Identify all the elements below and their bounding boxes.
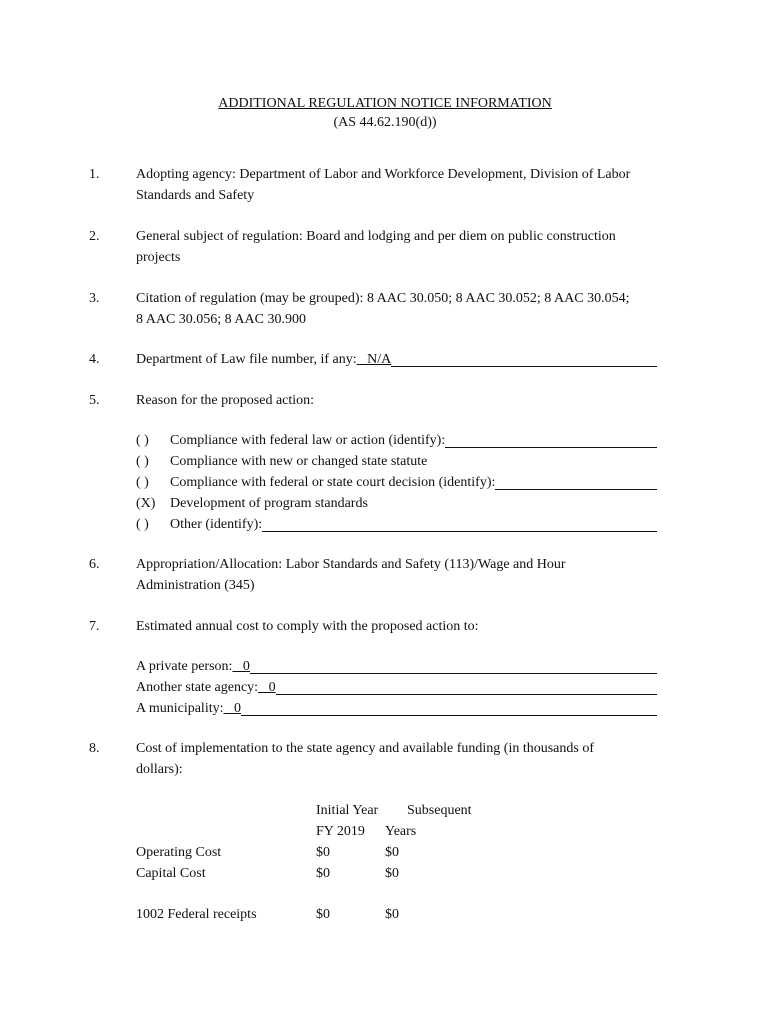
reason-blank-line bbox=[262, 516, 657, 532]
item-text bbox=[136, 738, 676, 780]
cost-label: A private person: bbox=[136, 659, 233, 674]
cost-municipality bbox=[136, 698, 657, 719]
cost-underline bbox=[276, 679, 657, 695]
reason-label: Development of program standards bbox=[170, 496, 368, 511]
item-number: 1. bbox=[89, 167, 100, 182]
reason-label: Other (identify): bbox=[170, 517, 263, 532]
cost-value: 0 bbox=[223, 701, 241, 716]
cost-underline bbox=[241, 700, 657, 716]
col-header-initial: Initial Year bbox=[316, 803, 379, 818]
item-line: Adopting agency: Department of Labor and Workforce Development, Division of Labor bbox=[136, 167, 631, 182]
cost-label: Another state agency: bbox=[136, 680, 259, 695]
item-number: 2. bbox=[89, 229, 100, 244]
reason-label: Compliance with federal law or action (identify): bbox=[170, 433, 446, 448]
reason-option bbox=[136, 514, 657, 535]
reason-option bbox=[136, 451, 657, 472]
field-value: N/A bbox=[356, 352, 392, 367]
item-number: 7. bbox=[89, 619, 100, 634]
item-line: Reason for the proposed action: bbox=[136, 393, 315, 408]
reason-blank-line bbox=[495, 474, 657, 490]
row-label: 1002 Federal receipts bbox=[136, 907, 257, 922]
row-label: Operating Cost bbox=[136, 845, 222, 860]
cost-value: 0 bbox=[258, 680, 276, 695]
item-number: 4. bbox=[89, 352, 100, 367]
row-initial: $0 bbox=[316, 907, 330, 922]
checkbox-marker: ( ) bbox=[136, 433, 149, 448]
annual-costs bbox=[136, 656, 676, 719]
item-number: 5. bbox=[89, 393, 100, 408]
item-text bbox=[136, 390, 676, 411]
document-header bbox=[0, 94, 770, 132]
reason-label: Compliance with federal or state court decision (identify): bbox=[170, 475, 496, 490]
item-text bbox=[136, 226, 676, 268]
item-text bbox=[136, 554, 676, 596]
col-header-initial-year: FY 2019 bbox=[316, 824, 365, 839]
col-header-subsequent: Subsequent bbox=[407, 803, 472, 818]
row-initial: $0 bbox=[316, 845, 330, 860]
item-line: Standards and Safety bbox=[136, 188, 255, 203]
item-number: 8. bbox=[89, 741, 100, 756]
item-text bbox=[136, 288, 676, 330]
row-subsequent: $0 bbox=[385, 866, 399, 881]
reason-blank-line bbox=[445, 432, 657, 448]
reason-label: Compliance with new or changed state statute bbox=[170, 454, 428, 469]
item-line: Administration (345) bbox=[136, 578, 255, 593]
item-text bbox=[136, 349, 676, 370]
item-line: Estimated annual cost to comply with the proposed action to: bbox=[136, 619, 479, 634]
item-line: Citation of regulation (may be grouped): 8 AAC 30.050; 8 AAC 30.052; 8 AAC 30.054; bbox=[136, 291, 630, 306]
item-line: General subject of regulation: Board and lodging and per diem on public construction bbox=[136, 229, 616, 244]
reason-option bbox=[136, 430, 657, 451]
cost-state-agency bbox=[136, 677, 657, 698]
field-label: Department of Law file number, if any: bbox=[136, 352, 357, 367]
item-number: 6. bbox=[89, 557, 100, 572]
item-line: dollars): bbox=[136, 762, 183, 777]
item-text bbox=[136, 616, 676, 637]
checkbox-marker: ( ) bbox=[136, 475, 149, 490]
row-label: Capital Cost bbox=[136, 866, 206, 881]
cost-underline bbox=[250, 658, 657, 674]
cost-label: A municipality: bbox=[136, 701, 224, 716]
item-line: Appropriation/Allocation: Labor Standards and Safety (113)/Wage and Hour bbox=[136, 557, 566, 572]
item-line: 8 AAC 30.056; 8 AAC 30.900 bbox=[136, 312, 306, 327]
checkbox-marker: ( ) bbox=[136, 517, 149, 532]
item-line: Cost of implementation to the state agency and available funding (in thousands of bbox=[136, 741, 595, 756]
cost-private-person bbox=[136, 656, 657, 677]
field-underline bbox=[391, 351, 657, 367]
checkbox-marker: (X) bbox=[136, 496, 156, 511]
row-subsequent: $0 bbox=[385, 907, 399, 922]
row-initial: $0 bbox=[316, 866, 330, 881]
item-text bbox=[136, 164, 676, 206]
reason-option bbox=[136, 493, 657, 514]
item-line: projects bbox=[136, 250, 181, 265]
cost-value: 0 bbox=[232, 659, 250, 674]
reason-option bbox=[136, 472, 657, 493]
document-subtitle: (AS 44.62.190(d)) bbox=[333, 115, 437, 130]
item-number: 3. bbox=[89, 291, 100, 306]
law-file-number-field bbox=[136, 349, 657, 370]
checkbox-marker: ( ) bbox=[136, 454, 149, 469]
row-subsequent: $0 bbox=[385, 845, 399, 860]
document-title: ADDITIONAL REGULATION NOTICE INFORMATION bbox=[218, 96, 552, 111]
col-header-subsequent-years: Years bbox=[385, 824, 417, 839]
reasons-list bbox=[136, 430, 676, 535]
